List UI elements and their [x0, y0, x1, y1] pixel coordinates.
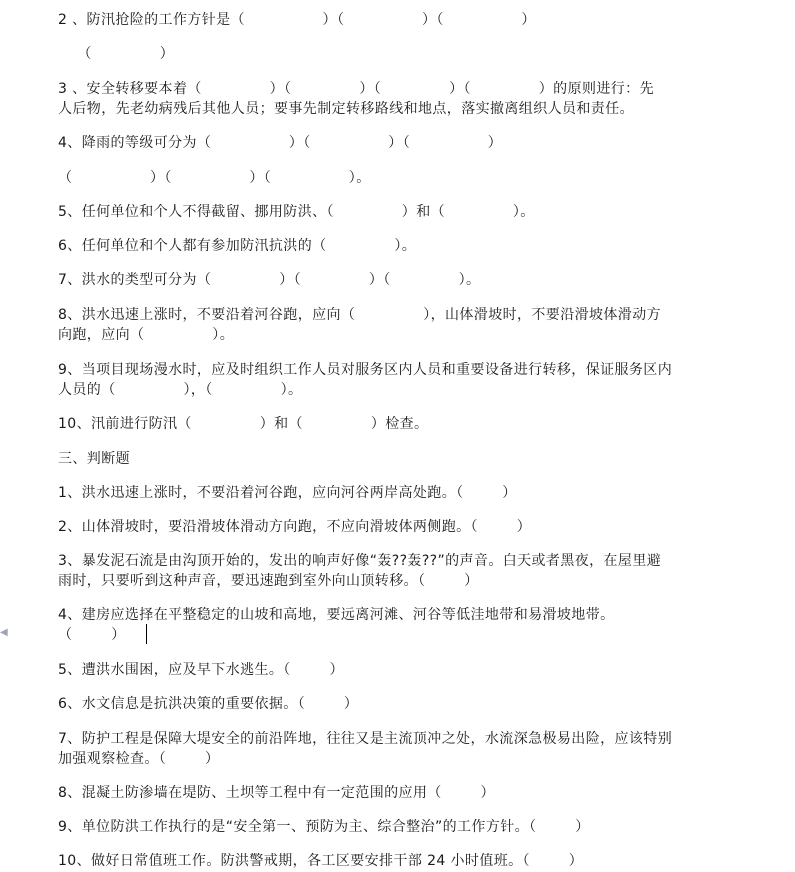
judgment-3-line-1: 3、暴发泥石流是由沟顶开始的，发出的响声好像“轰??轰??”的声音。白天或者黑夜，在屋里避 [58, 553, 662, 569]
question-5: 5、任何单位和个人不得截留、挪用防洪、（ ）和（ ）。 [58, 204, 535, 220]
judgment-10: 10、做好日常值班工作。防洪警戒期，各工区要安排干部 24 小时值班。（ ） [58, 853, 584, 869]
judgment-7-line-1: 7、防护工程是保障大堤安全的前沿阵地，往往又是主流顶冲之处，水流深急极易出险，应该特别 [58, 731, 673, 747]
question-4-line-2: （ ）（ ）（ ）。 [58, 170, 371, 186]
question-9-line-2: 人员的（ ），（ ）。 [58, 382, 303, 398]
judgment-4-line-2: （ ） [58, 627, 126, 643]
judgment-3-line-2: 雨时，只要听到这种声音，要迅速跑到室外向山顶转移。（ ） [58, 573, 479, 589]
text-cursor[interactable] [146, 624, 147, 644]
question-10: 10、汛前进行防汛（ ）和（ ）检查。 [58, 416, 429, 432]
judgment-5: 5、遭洪水围困，应及早下水逃生。（ ） [58, 662, 344, 678]
judgment-6: 6、水文信息是抗洪决策的重要依据。（ ） [58, 696, 359, 712]
question-4-line-1: 4、降雨的等级可分为（ ）（ ）（ ） [58, 135, 503, 151]
question-2-line-2: （ ） [58, 46, 175, 62]
question-8-line-1: 8、洪水迅速上涨时，不要沿着河谷跑，应向（ ），山体滑坡时，不要沿滑坡体滑动方 [58, 307, 662, 323]
judgment-4-line-1: 4、建房应选择在平整稳定的山坡和高地，要远离河滩、河谷等低洼地带和易滑坡地带。 [58, 607, 615, 623]
question-3-line-2: 人后物，先老幼病残后其他人员；要事先制定转移路线和地点，落实撤离组织人员和责任。 [58, 101, 634, 117]
judgment-8: 8、混凝土防渗墙在堤防、土坝等工程中有一定范围的应用（ ） [58, 785, 495, 801]
question-7: 7、洪水的类型可分为（ ）（ ）（ ）。 [58, 272, 481, 288]
judgment-9: 9、单位防洪工作执行的是“安全第一、预防为主、综合整治”的工作方针。（ ） [58, 819, 590, 835]
judgment-7-line-2: 加强观察检查。（ ） [58, 751, 220, 767]
paragraph-anchor-icon: ◀ [0, 627, 8, 638]
question-3-line-1: 3 、安全转移要本着（ ）（ ）（ ）（ ）的原则进行：先 [58, 81, 654, 97]
judgment-1: 1、洪水迅速上涨时，不要沿着河谷跑，应向河谷两岸高处跑。（ ） [58, 485, 517, 501]
judgment-2: 2、山体滑坡时，要沿滑坡体滑动方向跑，不应向滑坡体两侧跑。（ ） [58, 519, 532, 535]
question-2-line-1: 2 、防汛抢险的工作方针是（ ）（ ）（ ） [58, 12, 536, 28]
question-6: 6、任何单位和个人都有参加防汛抗洪的（ ）。 [58, 238, 417, 254]
section-heading: 三、判断题 [58, 451, 130, 467]
question-8-line-2: 向跑，应向（ ）。 [58, 327, 235, 343]
question-9-line-1: 9、当项目现场漫水时，应及时组织工作人员对服务区内人员和重要设备进行转移，保证服务区内 [58, 362, 673, 378]
